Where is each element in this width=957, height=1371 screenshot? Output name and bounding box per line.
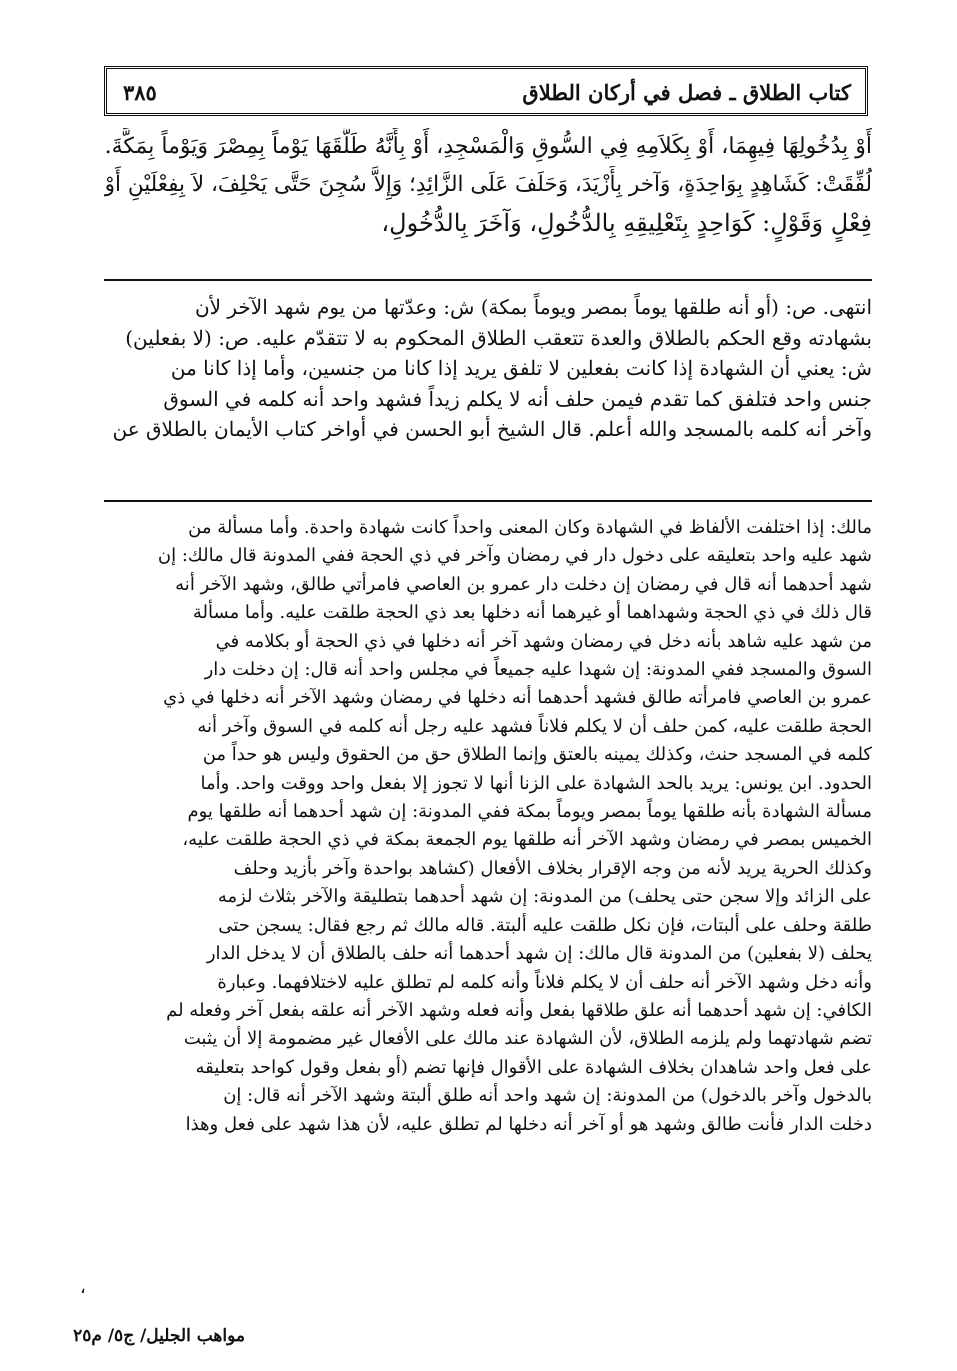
margin-mark: ، [80,1277,86,1298]
hashiya-line: على فعل واحد شاهدان بخلاف الشهادة على الأقوال فإنها تضم (أو بفعل وقول كواحد بتعليقه [195,1056,872,1078]
hashiya-line: يحلف (لا بفعلين) من المدونة قال مالك: إن شهد أحدهما أنه حلف بالطلاق أن لا يدخل الدار [206,943,872,965]
hashiya-line: شهد عليه واحد بتعليقه على دخول دار في رمضان وآخر في ذي الحجة ففي المدونة قال مالك: إن [157,545,872,567]
page-number: ٣٨٥ [123,80,157,105]
hashiya-line: وأنه دخل وشهد الآخر أنه حلف أن لا يكلم فلاناً وأنه كلمه لم تطلق عليه لاختلافهما. وعبارة [217,971,872,993]
hashiya-line: مسألة الشهادة بأنه طلقها يوماً بمصر ويوماً بمكة ففي المدونة: إن شهد أحدهما أنه طلقها يوم [187,801,872,823]
sharh-line: بشهادته وقع الحكم بالطلاق والعدة تتعقب الطلاق المحكوم به لا تتقدّم عليه. ص: (لا بفعلين) [125,325,872,350]
matn-line: فِعْلٍ وَقَوْلٍ: كَوَاحِدٍ بِتَعْلِيقِهِ بِالدُّخُولِ، وَآخَرَ بِالدُّخُولِ، [381,209,872,237]
hashiya-line: طلقة وحلف على ألبتات، فإن نكل طلقت عليه ألبتة. قاله مالك ثم رجع فقال: يسجن حتى [218,914,872,936]
hashiya-line: شهد أحدهما أنه قال في رمضان إن دخلت دار عمرو بن العاصي فامرأتي طالق، وشهد الآخر أنه [175,573,872,595]
running-header [104,66,868,116]
hashiya-line: مالك: إذا اختلفت الألفاظ في الشهادة وكان المعنى واحداً كانت شهادة واحدة. وأما مسألة من [188,517,872,538]
hashiya-text [104,514,872,1139]
matn-text [104,128,872,242]
hashiya-line: دخلت الدار فأنت طالق وشهد هو أو آخر أنه دخلها لم تطلق عليه، لأن هذا شهد على فعل وهذا [185,1113,872,1135]
hashiya-line: السوق والمسجد ففي المدونة: إن شهدا عليه جميعاً في مجلس واحد أنه قال: إن دخلت دار [204,659,872,681]
sharh-line: انتهى. ص: (أو أنه طلقها يوماً بمصر ويوماً بمكة) ش: وعدّتها من يوم شهد الآخر لأن [194,295,872,319]
printer-signature: مواهب الجليل/ ج٥/ م٢٥ [73,1326,245,1346]
hashiya-line: الخميس بمصر في رمضان وشهد الآخر أنه طلقها يوم الجمعة بمكة في ذي الحجة طلقت عليه، [182,829,872,851]
matn-separator [104,279,872,281]
header-title: كتاب الطلاق ـ فصل في أركان الطلاق [522,80,851,105]
hashiya-line: على الزائد وإلا سجن حتى يحلف) من المدونة: إن شهد أحدهما بتطليقة والآخر بثلاث لزمه [217,886,872,908]
hashiya-line: من شهد عليه شاهد بأنه دخل في رمضان وشهد آخر أنه دخلها في ذي الحجة أو بكلامه في [215,630,872,652]
hashiya-line: كلمه في المسجد حنث، وكذلك يمينه بالعتق وإنما الطلاق حق من الحقوق وليس هو حداً من [202,744,872,766]
sharh-text [104,292,872,445]
matn-line: أَوْ بِدُخُولِهَا فِيهِمَا، أَوْ بِكَلاَمِهِ فِي السُّوقِ وَالْمَسْجِدِ، أَوْ بِأَنَّهُ طَلَّقَهَا يَوْماً بِمِصْرَ وَيَوْماً بِمَكَّةَ. [104,134,872,159]
hashiya-line: قال ذلك في ذي الحجة وشهداهما أو غيرهما أنه دخلها بعد ذي الحجة طلقت عليه. وأما مسألة [192,602,872,624]
hashiya-line: الحجة طلقت عليه، كمن حلف أن لا يكلم فلاناً فشهد عليه رجل أنه كلمه في السوق وآخر أنه [197,715,872,737]
sharh-separator [104,500,872,502]
hashiya-line: وكذلك الحرية يريد لأنه من وجه الإقرار بخلاف الأفعال (كشاهد بواحدة وآخر بأزيد وحلف [233,857,872,879]
sharh-line: جنس واحد فتلفق كما تقدم فيمن حلف أنه لا يكلم زيداً فشهد واحد أنه كلمه في السوق [163,386,872,411]
matn-line: لُفِّقَتْ: كَشَاهِدٍ بِوَاحِدَةٍ، وَآخر بِأَزْيَدَ، وَحَلَفَ عَلَى الزَّائِدِ؛ وَإِلاَّ سُجِنَ حَتَّى يَحْلِفَ، لاَ بِفِعْلَيْنِ أَوْ [104,172,872,197]
hashiya-line: بالدخول وآخر بالدخول) من المدونة: إن شهد واحد أنه طلق ألبتة وشهد الآخر أنه قال: إن [223,1085,872,1107]
hashiya-line: عمرو بن العاصي فامرأته طالق فشهد أحدهما أنه دخلها في رمضان وشهد الآخر أنه دخلها في ذي [163,687,872,709]
sharh-line: وآخر أنه كلمه بالمسجد والله أعلم. قال الشيخ أبو الحسن في أواخر كتاب الأيمان بالطلاق عن [112,417,872,441]
hashiya-line: الحدود. ابن يونس: يريد بالحد الشهادة على الزنا أنها لا تجوز إلا بفعل واحد ووقت واحد. وأما [200,772,872,794]
sharh-line: ش: يعني أن الشهادة إذا كانت بفعلين لا تلفق يريد إذا كانا من جنسين، وأما إذا كانا من [170,356,872,380]
hashiya-line: الكافي: إن شهد أحدهما أنه علق طلاقها بفعل وأنه فعله وشهد الآخر أنه علقه بفعل آخر وفعله لم [166,999,872,1021]
hashiya-line: تضم شهادتهما ولم يلزمه الطلاق، لأن الشهادة عند مالك على الأفعال غير مضمومة إلا أن يثبت [183,1028,872,1050]
